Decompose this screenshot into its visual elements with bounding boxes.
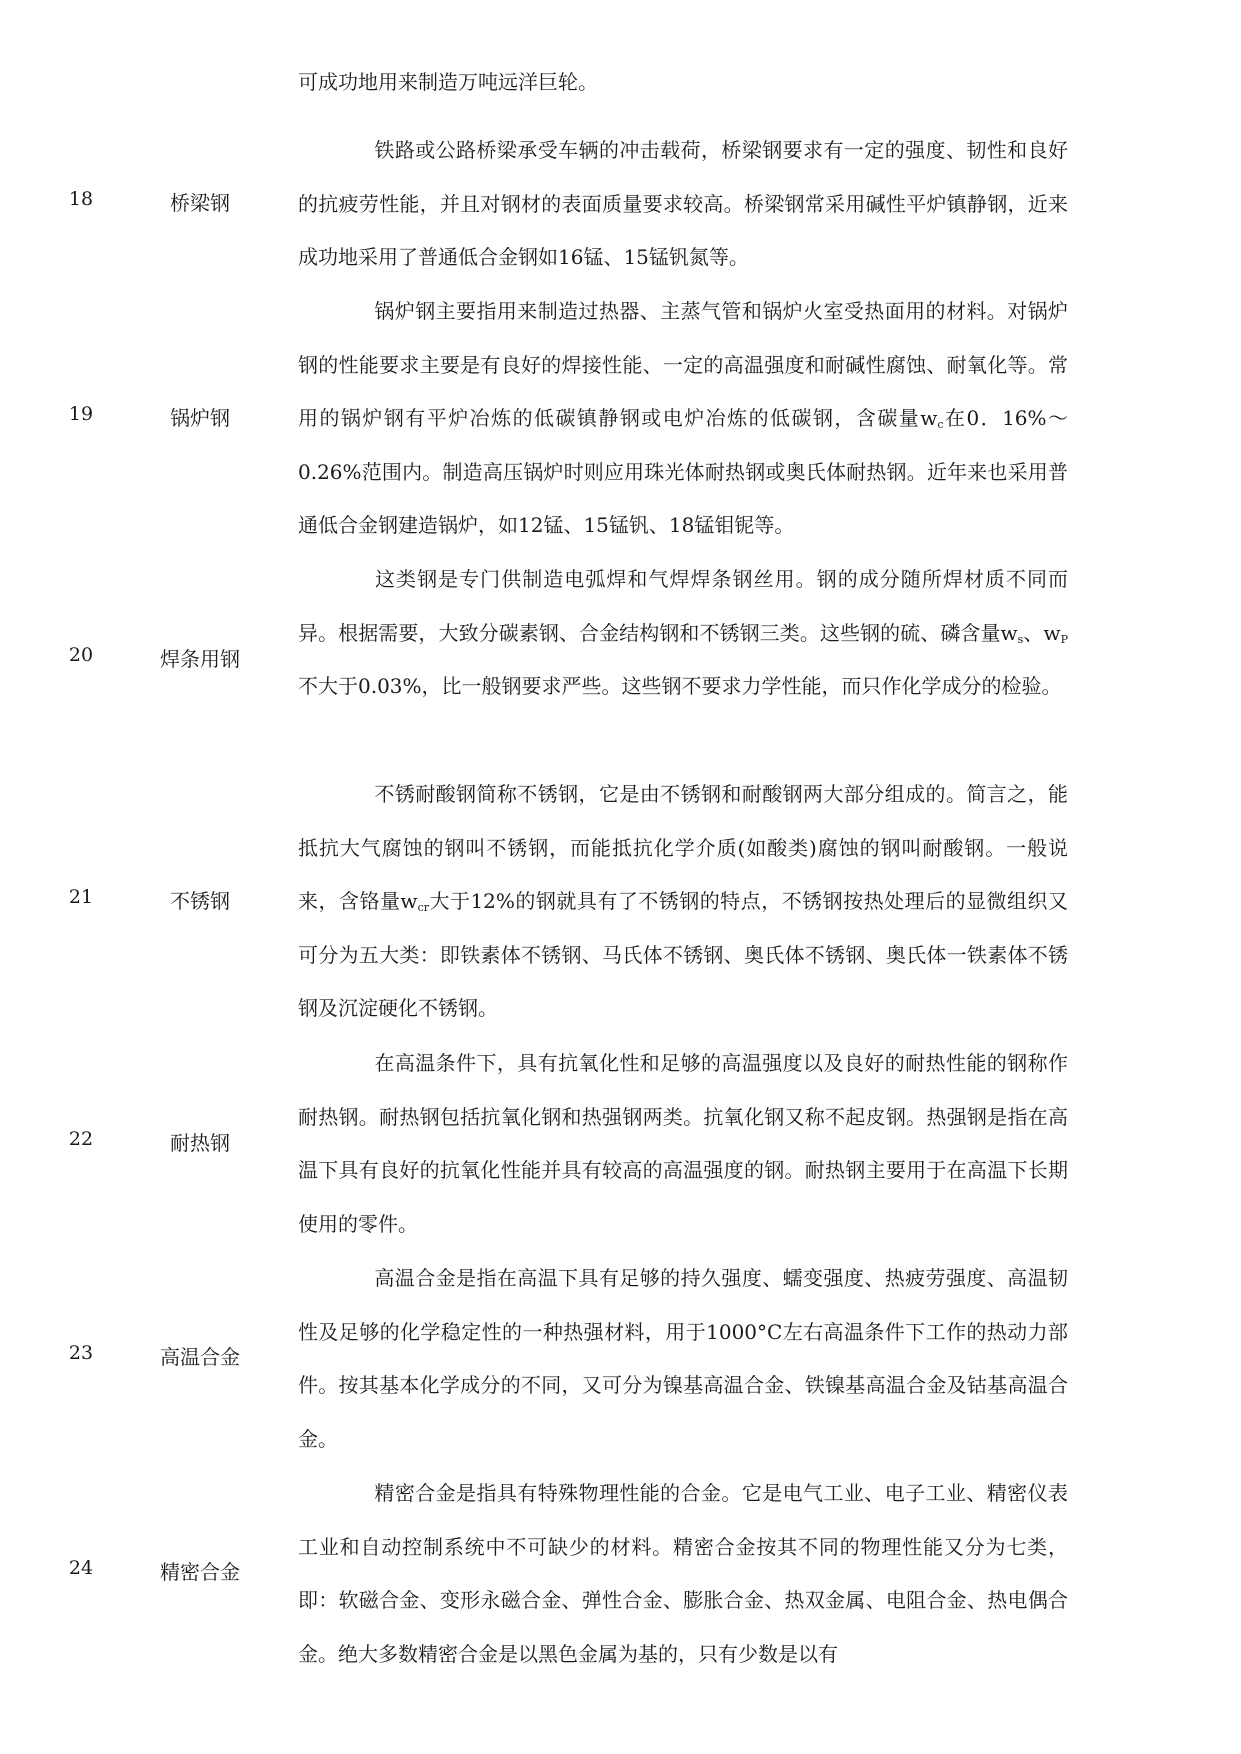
entry-number: 18 bbox=[68, 188, 94, 210]
entry-name: 耐热钢 bbox=[170, 1131, 230, 1155]
entry-name: 桥梁钢 bbox=[170, 191, 230, 215]
continuation-text: 可成功地用来制造万吨远洋巨轮。 bbox=[298, 70, 598, 94]
entry-number: 24 bbox=[68, 1557, 94, 1579]
entry-number: 22 bbox=[68, 1128, 94, 1150]
entry-description: 高温合金是指在高温下具有足够的持久强度、蠕变强度、热疲劳强度、高温韧性及足够的化学稳定性的一种热强材料，用于1000°C左右高温条件下工作的热动力部件。按其基本化学成分的不同，又可分为镍基高温合金、铁镍基高温合金及钴基高温合金。 bbox=[298, 1266, 1068, 1451]
entry-description: 锅炉钢主要指用来制造过热器、主蒸气管和锅炉火室受热面用的材料。对锅炉钢的性能要求主要是有良好的焊接性能、一定的高温强度和耐碱性腐蚀、耐氧化等。常用的锅炉钢有平炉冶炼的低碳镇静钢或电炉冶炼的低碳钢，含碳量$w_c$在0．16%～0.26%范围内。制造高压锅炉时则应用珠光体耐热钢或奥氏体耐热钢。近年来也采用普通低合金钢建造锅炉，如12锰、15锰钒、18锰钼铌等。 bbox=[298, 299, 1068, 537]
entry-number: 20 bbox=[68, 644, 94, 666]
entry-name: 精密合金 bbox=[160, 1560, 240, 1584]
entry-name: 锅炉钢 bbox=[170, 406, 230, 430]
entry-name: 高温合金 bbox=[160, 1345, 240, 1369]
entry-name: 不锈钢 bbox=[170, 889, 230, 913]
entry-number: 19 bbox=[68, 403, 94, 425]
entry-description: 铁路或公路桥梁承受车辆的冲击载荷，桥梁钢要求有一定的强度、韧性和良好的抗疲劳性能，并且对钢材的表面质量要求较高。桥梁钢常采用碱性平炉镇静钢，近来成功地采用了普通低合金钢如16锰、15锰钒氮等。 bbox=[298, 138, 1068, 269]
entry-number: 21 bbox=[68, 886, 94, 908]
entry-description: 不锈耐酸钢简称不锈钢，它是由不锈钢和耐酸钢两大部分组成的。简言之，能抵抗大气腐蚀的钢叫不锈钢，而能抵抗化学介质(如酸类)腐蚀的钢叫耐酸钢。一般说来，含铬量$w_{cr}$大于12%的钢就具有了不锈钢的特点，不锈钢按热处理后的显微组织又可分为五大类：即铁素体不锈钢、马氏体不锈钢、奥氏体不锈钢、奥氏体一铁素体不锈钢及沉淀硬化不锈钢。 bbox=[298, 782, 1069, 1020]
entry-description: 精密合金是指具有特殊物理性能的合金。它是电气工业、电子工业、精密仪表工业和自动控制系统中不可缺少的材料。精密合金按其不同的物理性能又分为七类，即：软磁合金、变形永磁合金、弹性合金、膨胀合金、热双金属、电阻合金、热电偶合金。绝大多数精密合金是以黑色金属为基的，只有少数是以有 bbox=[298, 1481, 1068, 1666]
entry-number: 23 bbox=[68, 1342, 94, 1364]
entry-name: 焊条用钢 bbox=[160, 647, 240, 671]
entry-description: 这类钢是专门供制造电弧焊和气焊焊条钢丝用。钢的成分随所焊材质不同而异。根据需要，大致分碳素钢、合金结构钢和不锈钢三类。这些钢的硫、磷含量$w_s$、$w_P$不大于0.03%，比一般钢要求严些。这些钢不要求力学性能，而只作化学成分的检验。 bbox=[298, 567, 1068, 698]
entry-description: 在高温条件下，具有抗氧化性和足够的高温强度以及良好的耐热性能的钢称作耐热钢。耐热钢包括抗氧化钢和热强钢两类。抗氧化钢又称不起皮钢。热强钢是指在高温下具有良好的抗氧化性能并具有较高的高温强度的钢。耐热钢主要用于在高温下长期使用的零件。 bbox=[298, 1051, 1068, 1236]
